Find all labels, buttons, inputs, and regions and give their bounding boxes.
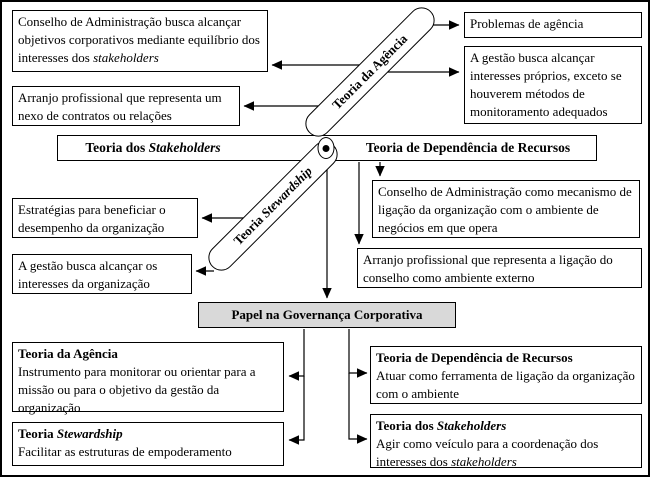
role-stakeholders-body (376, 435, 636, 471)
stakeholders-theory-title (85, 140, 220, 156)
box-external-linkage (357, 248, 642, 288)
stewardship-theory-pre: Teoria (230, 209, 269, 248)
stakeholders-theory-italic: Stakeholders (148, 140, 221, 155)
role-resource-dependence-body: Atuar como ferramenta de ligação da organização com o ambiente (376, 368, 635, 401)
box-org-interests-text: A gestão busca alcançar os interesses da organização (18, 258, 158, 291)
role-stakeholders-body-pre: Agir como veículo para a coordenação dos interesses dos (376, 436, 599, 469)
resource-dependence-theory-title: Teoria de Dependência de Recursos (365, 140, 571, 155)
hub-dot (323, 145, 330, 152)
role-stewardship-title (18, 425, 278, 443)
box-strategies (12, 198, 198, 238)
box-agency-problems-text: Problemas de agência (470, 16, 584, 31)
box-board-equilibrium-text: Conselho de Administração busca alcançar objetivos corporativos mediante equilíbrio dos interesses dos (18, 14, 260, 65)
box-self-interest (464, 46, 642, 124)
role-agency-body: Instrumento para monitorar ou orientar para a missão ou para o objetivo da gestão da organização (18, 364, 256, 415)
role-agency-title: Teoria da Agência (18, 346, 118, 361)
box-self-interest-text: A gestão busca alcançar interesses próprios, exceto se houverem métodos de monitoramento adequados (470, 50, 622, 119)
box-board-equilibrium (12, 10, 268, 72)
role-resource-dependence-box (370, 346, 642, 404)
agency-theory-label: Teoria da Agência (329, 31, 411, 113)
box-board-equilibrium-italic: stakeholders (93, 50, 159, 65)
box-agency-problems (464, 12, 642, 38)
box-external-linkage-text: Arranjo profissional que representa a ligação do conselho como ambiente externo (363, 252, 613, 285)
role-agency-box (12, 342, 284, 415)
papel-box (198, 302, 456, 328)
box-nexus-text: Arranjo profissional que representa um nexo de contratos ou relações (18, 90, 222, 123)
papel-box-text: Papel na Governança Corporativa (231, 307, 423, 322)
role-stakeholders-title-italic: Stakeholders (436, 418, 507, 433)
role-stakeholders-title (376, 417, 636, 435)
role-stakeholders-box (370, 414, 642, 468)
role-stewardship-body: Facilitar as estruturas de empoderamento (18, 444, 232, 459)
role-stewardship-box (12, 422, 284, 466)
center-hub (318, 137, 335, 159)
box-strategies-text: Estratégias para beneficiar o desempenho da organização (18, 202, 166, 235)
role-stakeholders-title-pre: Teoria dos (376, 418, 437, 433)
role-stakeholders-body-italic: stakeholders (451, 454, 517, 469)
stewardship-theory-italic: Stewardship (257, 163, 315, 221)
role-resource-dependence-title: Teoria de Dependência de Recursos (376, 350, 573, 365)
role-stewardship-title-italic: Stewardship (56, 426, 123, 441)
box-org-interests (12, 254, 192, 294)
role-stewardship-title-pre: Teoria (18, 426, 57, 441)
box-nexus (12, 86, 240, 126)
box-board-linkage-text: Conselho de Administração como mecanismo de ligação da organização com o ambiente de negócios em que opera (378, 184, 632, 235)
stakeholders-theory-pre: Teoria dos (85, 140, 149, 155)
box-board-linkage (372, 180, 640, 238)
